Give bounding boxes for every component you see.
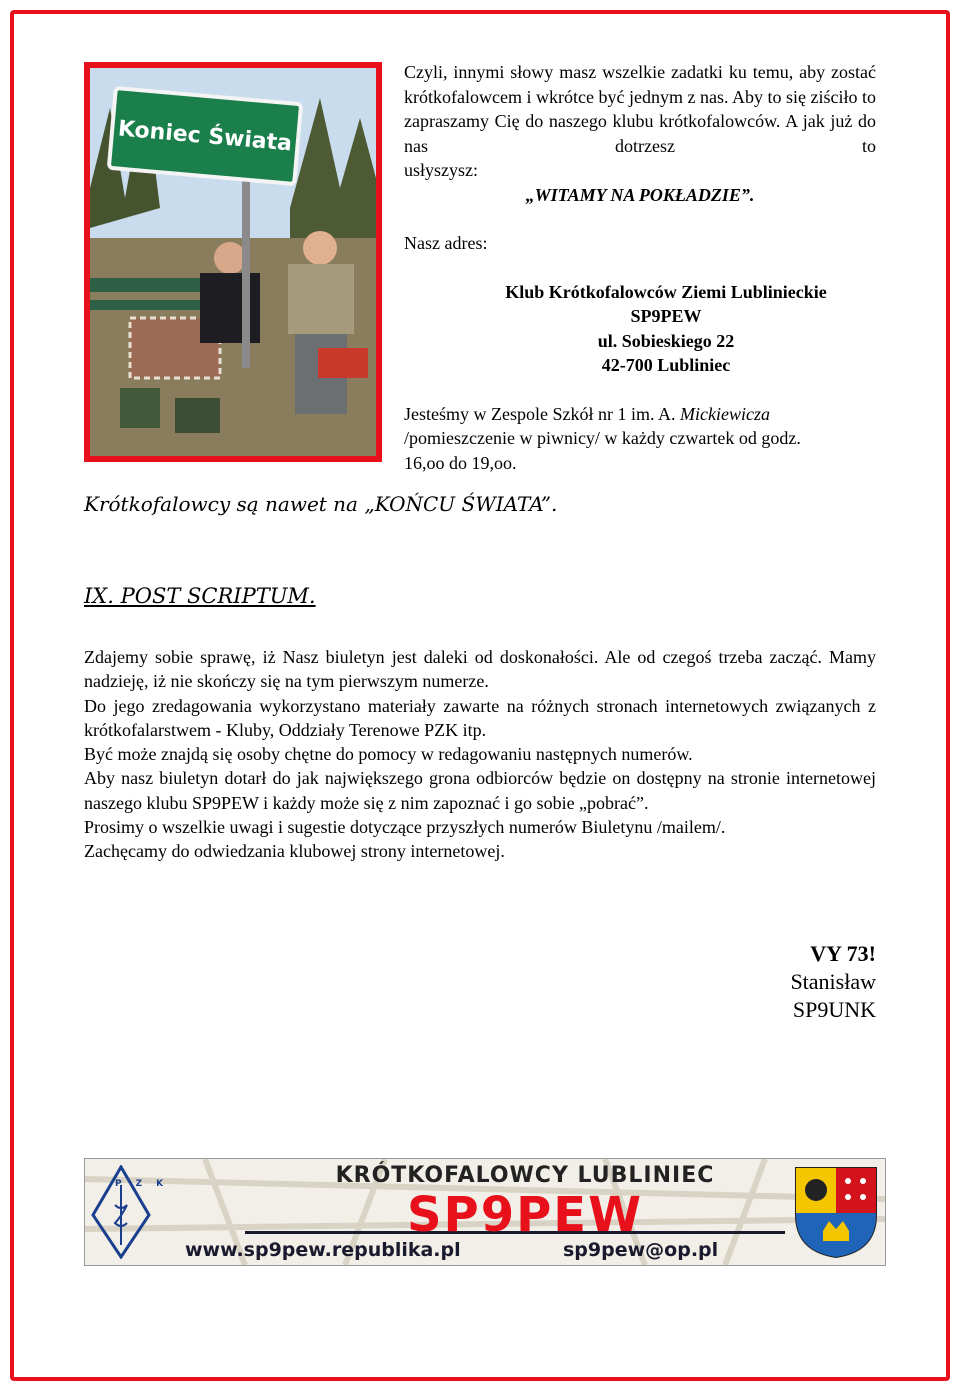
meeting-line-3: 16,oo do 19,oo. (404, 452, 517, 473)
banner-website: www.sp9pew.republika.pl (185, 1239, 461, 1261)
road-sign (107, 86, 304, 186)
ps-paragraph-3: Być może znajdą się osoby chętne do pomocy w redagowaniu następnych numerów. (84, 744, 693, 765)
club-street: ul. Sobieskiego 22 (597, 330, 735, 351)
intro-column (404, 60, 876, 475)
ps-paragraph-2: Do jego zredagowania wykorzystano materiały zawarte na różnych stronach internetowych związanych z krótkofalarstwem - Kluby, Oddziały Terenowe PZK itp. (84, 695, 876, 740)
banner-title: KRÓTKOFALOWCY LUBLINIEC (335, 1163, 715, 1188)
meeting-line-2: /pomieszczenie w piwnicy/ w każdy czwartek od godz. (404, 428, 801, 448)
coat-of-arms-icon (793, 1165, 879, 1259)
sign-post (242, 168, 250, 368)
signoff-call: SP9UNK (792, 997, 876, 1022)
club-photo (84, 62, 382, 462)
signoff-greeting: VY 73! (810, 941, 876, 966)
banner-email: sp9pew@op.pl (563, 1239, 719, 1261)
ps-paragraph-5: Prosimy o wszelkie uwagi i sugestie dotyczące przyszłych numerów Biuletynu /mailem/. (84, 817, 726, 838)
welcome-line: „WITAMY NA POKŁADZIE”. (525, 184, 755, 205)
club-banner (84, 1158, 886, 1266)
signoff-name: Stanisław (790, 969, 876, 994)
banner-callsign: SP9PEW (406, 1187, 644, 1243)
club-city: 42-700 Lubliniec (601, 355, 731, 375)
club-call: SP9PEW (630, 306, 702, 326)
ps-paragraph-4: Aby nasz biuletyn dotarł do jak największego grona odbiorców będzie on dostępny na stronie internetowej naszego klubu SP9PEW i każdy może się z nim zapoznać i go sobie „pobrać”. (84, 768, 876, 813)
intro-paragraph: Czyli, innymi słowy masz wszelkie zadatki ku temu, aby zostać krótkofalowcem i wkrótce być jednym z nas. Aby to się ziściło to zapraszamy Cię do naszego klubu krótkofalowców. A jak już do nas dotrzesz to (404, 62, 876, 156)
road-sign-text: Koniec Świata (116, 115, 294, 157)
address-label: Nasz adres: (404, 233, 488, 253)
ps-paragraph-1: Zdajemy sobie sprawę, iż Nasz biuletyn jest daleki od doskonałości. Ale od czegoś trzeba zacząć. Mamy nadzieję, iż nie skończy się na tym pierwszym numerze. (84, 647, 876, 692)
ps-paragraph-6: Zachęcamy do odwiedzania klubowej strony internetowej. (84, 841, 505, 862)
section-heading: IX. POST SCRIPTUM. (84, 584, 316, 608)
meeting-line-1 (404, 402, 876, 427)
meeting-line-1a: Jesteśmy w Zespole Szkół nr 1 im. A. (404, 403, 676, 424)
address-block (404, 280, 876, 378)
meeting-line-1b: Mickiewicza (679, 403, 770, 424)
photo-caption: Krótkofalowcy są nawet na „KOŃCU ŚWIATA”. (84, 492, 558, 516)
club-name: Klub Krótkofalowców Ziemi Lublinieckie (505, 281, 827, 302)
intro-last-line: usłyszysz: (404, 160, 478, 180)
postscript-body (84, 645, 876, 864)
pzk-logo-text: PZK (115, 1179, 178, 1189)
sign-off (700, 940, 876, 1024)
